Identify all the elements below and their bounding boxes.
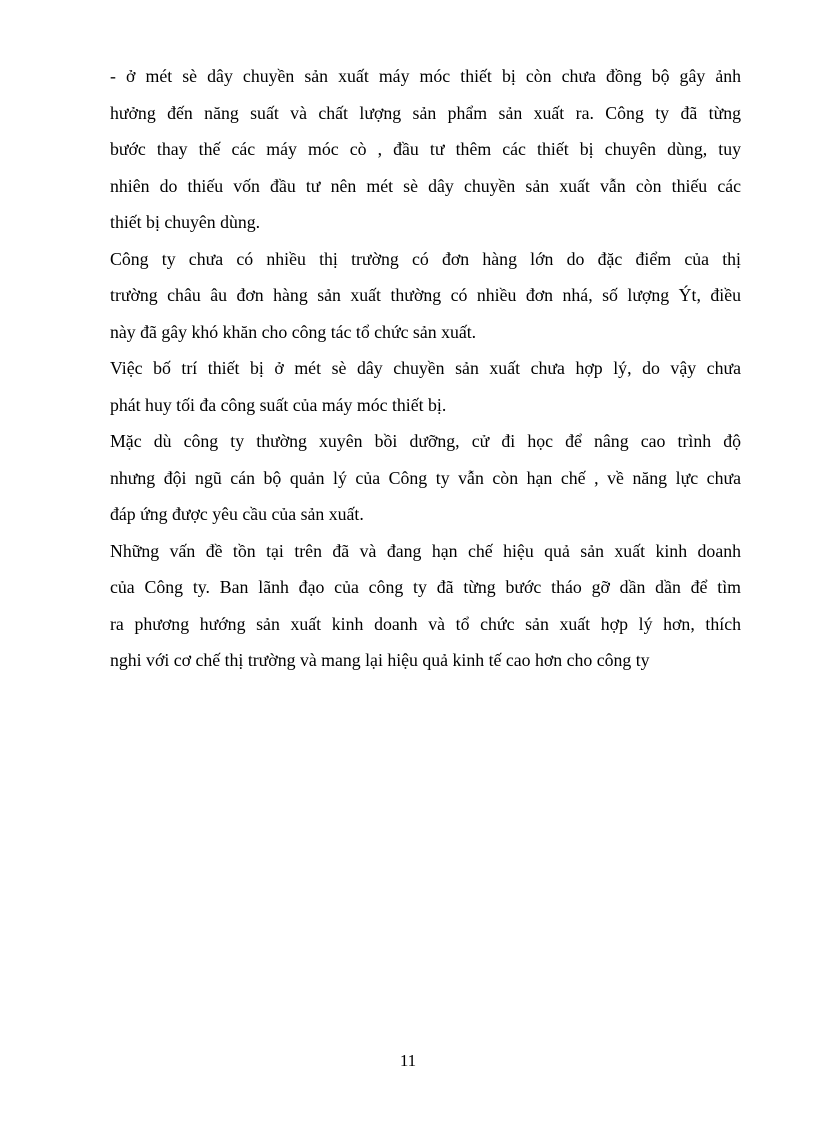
text-line: Mặc dù công ty thường xuyên bồi dưỡng, cử đi học để nâng cao trình độ	[110, 431, 741, 451]
paragraph-3	[110, 350, 741, 423]
page-number: 11	[399, 1051, 417, 1070]
text-line: thiết bị chuyên dùng.	[110, 212, 261, 232]
text-line: hưởng đến năng suất và chất lượng sản phẩm sản xuất ra. Công ty đã từng	[110, 102, 741, 123]
paragraph-4	[110, 423, 741, 533]
paragraph-2	[110, 241, 741, 351]
text-line: này đã gây khó khăn cho công tác tổ chức sản xuất.	[110, 321, 477, 342]
text-line: nghi với cơ chế thị trường và mang lại hiệu quả kinh tế cao hơn cho công ty	[110, 650, 650, 670]
text-line: nhiên do thiếu vốn đầu tư nên mét sè dây chuyền sản xuất vẫn còn thiếu các	[110, 175, 741, 196]
body-text	[110, 58, 741, 679]
text-line: ra phương hướng sản xuất kinh doanh và tổ chức sản xuất hợp lý hơn, thích	[110, 613, 741, 634]
text-line: Việc bố trí thiết bị ở mét sè dây chuyền sản xuất chưa hợp lý, do vậy chưa	[110, 358, 741, 378]
text-line: Những vấn đề tồn tại trên đã và đang hạn chế hiệu quả sản xuất kinh doanh	[110, 540, 741, 561]
text-line: phát huy tối đa công suất của máy móc thiết bị.	[110, 394, 447, 415]
paragraph-1	[110, 58, 741, 241]
text-line: nhưng đội ngũ cán bộ quản lý của Công ty vẫn còn hạn chế , về năng lực chưa	[110, 467, 741, 488]
paragraph-5	[110, 533, 741, 679]
text-line: của Công ty. Ban lãnh đạo của công ty đã từng bước tháo gỡ dần dần để tìm	[110, 577, 741, 597]
text-line: trường châu âu đơn hàng sản xuất thường có nhiều đơn nhá, số lượng Ýt, điều	[110, 285, 741, 305]
text-line: bước thay thế các máy móc cò , đầu tư thêm các thiết bị chuyên dùng, tuy	[110, 139, 741, 159]
text-line: đáp ứng được yêu cầu của sản xuất.	[110, 504, 364, 524]
text-line: Công ty chưa có nhiều thị trường có đơn hàng lớn do đặc điểm của thị	[110, 248, 741, 269]
text-line: - ở mét sè dây chuyền sản xuất máy móc thiết bị còn chưa đồng bộ gây ảnh	[110, 66, 741, 86]
